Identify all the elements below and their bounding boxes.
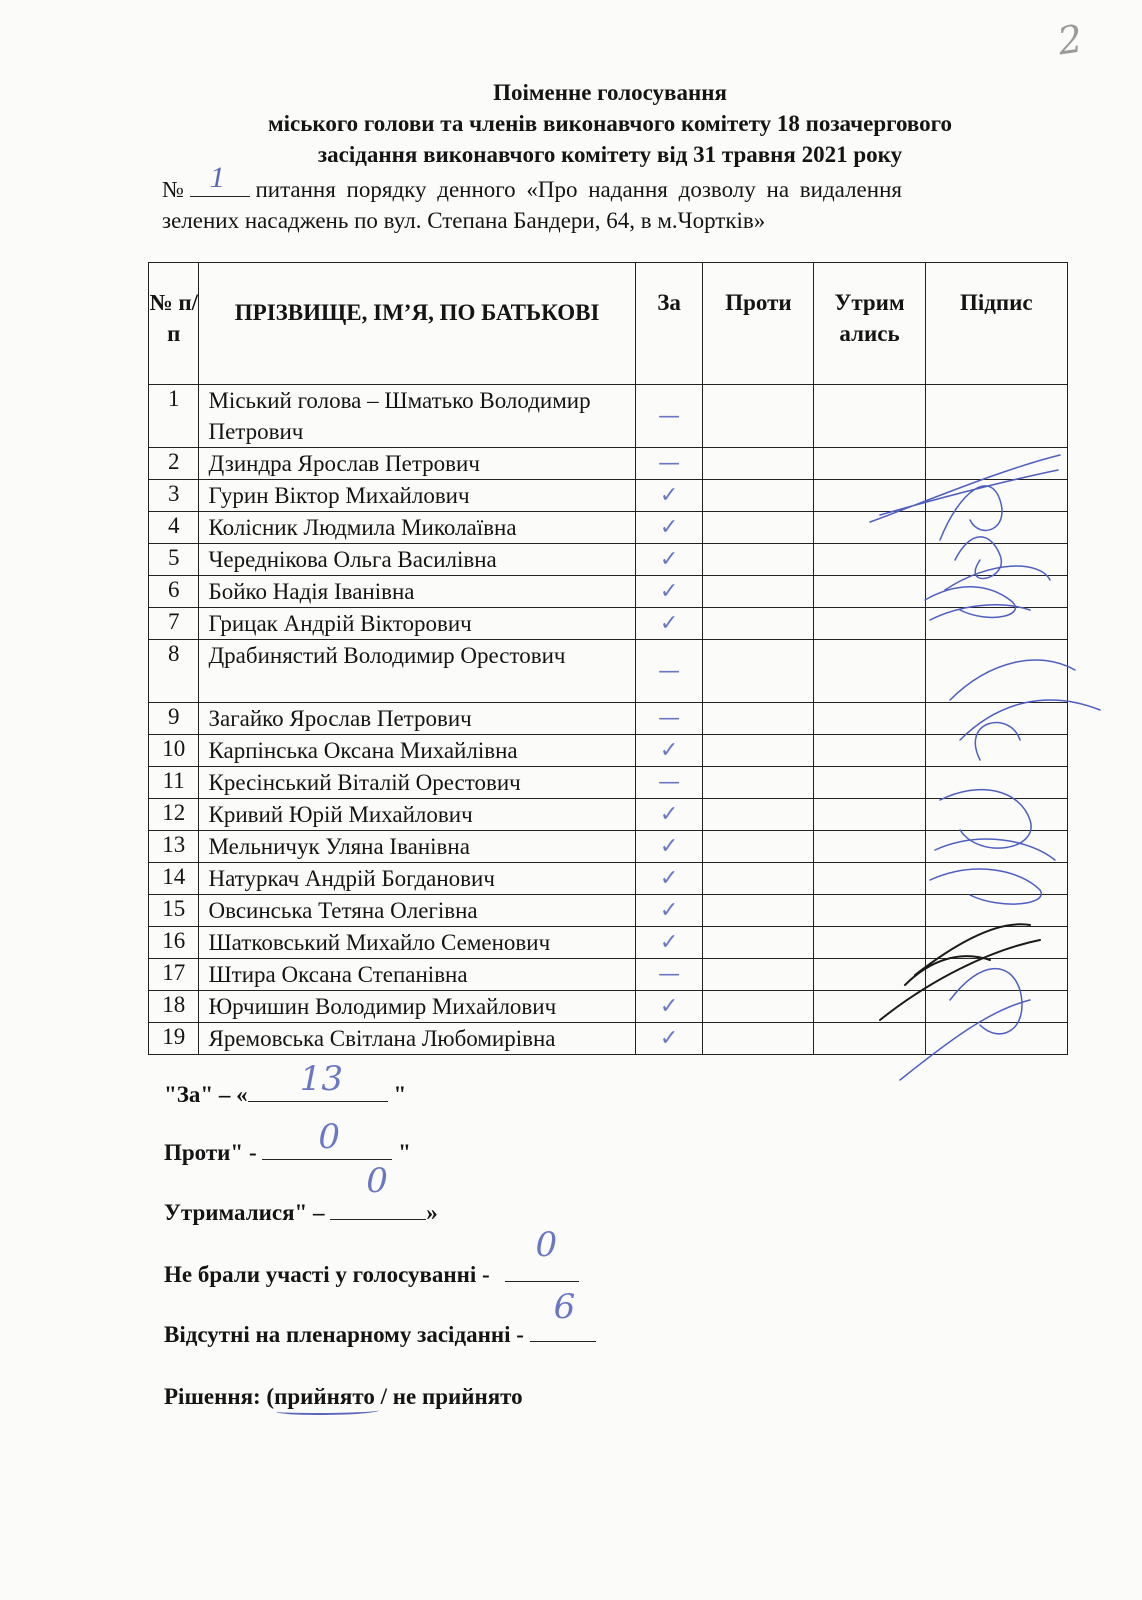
row-utrymalys xyxy=(814,831,925,863)
row-vote-mark: — xyxy=(635,767,703,799)
row-proty xyxy=(703,991,814,1023)
summary-utrymalys-value: 0 xyxy=(366,1161,388,1201)
table-row xyxy=(149,895,1068,927)
row-name: Яремовська Світлана Любомирівна xyxy=(199,1023,635,1055)
row-proty xyxy=(703,480,814,512)
agenda-number-blank xyxy=(190,161,250,197)
row-proty xyxy=(703,576,814,608)
row-signature xyxy=(925,767,1067,799)
header-name: ПРІЗВИЩЕ, ІМ’Я, ПО БАТЬКОВІ xyxy=(199,263,635,385)
row-name: Кривий Юрій Михайлович xyxy=(199,799,635,831)
vote-table-header xyxy=(149,263,1068,385)
summary-vidsutni-label: Відсутні на пленарному засіданні - xyxy=(164,1322,524,1347)
row-number: 4 xyxy=(149,512,199,544)
header-za: За xyxy=(635,263,703,385)
table-row xyxy=(149,576,1068,608)
vote-table xyxy=(148,262,1068,1055)
summary-utrymalys-end: » xyxy=(426,1200,438,1225)
row-proty xyxy=(703,863,814,895)
summary-utrymalys xyxy=(164,1161,438,1226)
row-signature xyxy=(925,576,1067,608)
table-row xyxy=(149,608,1068,640)
summary-utrymalys-label: Утрималися" – xyxy=(164,1200,325,1225)
document-subtitle: міського голови та членів виконавчого комітету 18 позачергового xyxy=(267,111,953,136)
table-row xyxy=(149,831,1068,863)
row-vote-mark: ✓ xyxy=(635,544,703,576)
row-vote-mark: — xyxy=(635,385,703,448)
row-number: 13 xyxy=(149,831,199,863)
row-signature xyxy=(925,512,1067,544)
row-vote-mark: ✓ xyxy=(635,799,703,831)
row-name: Колісник Людмила Миколаївна xyxy=(199,512,635,544)
row-name: Мельничук Уляна Іванівна xyxy=(199,831,635,863)
row-name: Овсинська Тетяна Олегівна xyxy=(199,895,635,927)
table-row xyxy=(149,863,1068,895)
row-signature xyxy=(925,895,1067,927)
summary-rishennia-rest: / не прийнято xyxy=(374,1384,523,1409)
row-vote-mark: ✓ xyxy=(635,735,703,767)
table-row xyxy=(149,480,1068,512)
table-row xyxy=(149,385,1068,448)
row-signature xyxy=(925,480,1067,512)
header-utrymalys: Утрим ались xyxy=(814,263,925,385)
row-proty xyxy=(703,799,814,831)
row-name: Грицак Андрій Вікторович xyxy=(199,608,635,640)
header-proty: Проти xyxy=(703,263,814,385)
row-vote-mark: ✓ xyxy=(635,863,703,895)
agenda-number-handwritten: 1 xyxy=(209,161,225,194)
row-signature xyxy=(925,799,1067,831)
row-utrymalys xyxy=(814,767,925,799)
row-vote-mark: ✓ xyxy=(635,991,703,1023)
row-utrymalys xyxy=(814,799,925,831)
row-vote-mark: — xyxy=(635,703,703,735)
summary-rishennia xyxy=(164,1384,523,1410)
table-row xyxy=(149,799,1068,831)
row-signature xyxy=(925,1023,1067,1055)
table-row xyxy=(149,959,1068,991)
table-row xyxy=(149,512,1068,544)
row-proty xyxy=(703,927,814,959)
row-proty xyxy=(703,640,814,703)
row-proty xyxy=(703,544,814,576)
summary-za xyxy=(164,1059,407,1108)
table-row xyxy=(149,640,1068,703)
page-number: 2 xyxy=(1055,16,1086,64)
row-signature xyxy=(925,959,1067,991)
summary-utrymalys-blank xyxy=(330,1161,426,1220)
row-name: Гурин Віктор Михайлович xyxy=(199,480,635,512)
agenda-item xyxy=(162,161,1062,236)
row-number: 6 xyxy=(149,576,199,608)
summary-proty-blank xyxy=(262,1117,392,1160)
row-proty xyxy=(703,831,814,863)
row-name: Череднікова Ольга Василівна xyxy=(199,544,635,576)
table-row xyxy=(149,544,1068,576)
row-utrymalys xyxy=(814,735,925,767)
row-utrymalys xyxy=(814,576,925,608)
row-name: Міський голова – Шматько Володимир Петрович xyxy=(199,385,635,448)
row-proty xyxy=(703,512,814,544)
row-name: Бойко Надія Іванівна xyxy=(199,576,635,608)
row-number: 18 xyxy=(149,991,199,1023)
row-utrymalys xyxy=(814,512,925,544)
row-vote-mark: ✓ xyxy=(635,831,703,863)
table-row xyxy=(149,735,1068,767)
row-number: 3 xyxy=(149,480,199,512)
row-utrymalys xyxy=(814,480,925,512)
row-signature xyxy=(925,863,1067,895)
row-utrymalys xyxy=(814,863,925,895)
table-row xyxy=(149,991,1068,1023)
row-vote-mark: — xyxy=(635,959,703,991)
summary-vidsutni-blank xyxy=(530,1287,596,1342)
row-name: Кресінський Віталій Орестович xyxy=(199,767,635,799)
row-proty xyxy=(703,448,814,480)
row-utrymalys xyxy=(814,640,925,703)
row-number: 11 xyxy=(149,767,199,799)
table-row xyxy=(149,1023,1068,1055)
row-proty xyxy=(703,959,814,991)
header-pidpys: Підпис xyxy=(925,263,1067,385)
row-vote-mark: ✓ xyxy=(635,512,703,544)
row-name: Драбинястий Володимир Орестович xyxy=(199,640,635,703)
row-number: 15 xyxy=(149,895,199,927)
row-name: Карпінська Оксана Михайлівна xyxy=(199,735,635,767)
row-proty xyxy=(703,608,814,640)
row-proty xyxy=(703,767,814,799)
table-row xyxy=(149,448,1068,480)
row-number: 19 xyxy=(149,1023,199,1055)
summary-proty-end: " xyxy=(398,1140,411,1165)
row-utrymalys xyxy=(814,703,925,735)
table-row xyxy=(149,927,1068,959)
meeting-date-line: засідання виконавчого комітету від 31 травня 2021 року xyxy=(317,142,903,167)
row-signature xyxy=(925,991,1067,1023)
row-number: 16 xyxy=(149,927,199,959)
row-number: 12 xyxy=(149,799,199,831)
row-signature xyxy=(925,927,1067,959)
summary-ne-braly xyxy=(164,1225,579,1288)
summary-za-blank xyxy=(248,1059,388,1102)
row-utrymalys xyxy=(814,991,925,1023)
row-utrymalys xyxy=(814,544,925,576)
row-signature xyxy=(925,544,1067,576)
row-vote-mark: ✓ xyxy=(635,480,703,512)
summary-za-label: "За" – « xyxy=(164,1082,248,1107)
table-row xyxy=(149,703,1068,735)
row-proty xyxy=(703,385,814,448)
summary-vidsutni xyxy=(164,1287,596,1348)
table-row xyxy=(149,767,1068,799)
document-title: Поіменне голосування xyxy=(493,80,727,105)
row-vote-mark: ✓ xyxy=(635,576,703,608)
row-vote-mark: ✓ xyxy=(635,927,703,959)
row-vote-mark: ✓ xyxy=(635,608,703,640)
row-number: 5 xyxy=(149,544,199,576)
agenda-text-part1: питання порядку денного «Про надання дозволу на видалення xyxy=(255,177,902,202)
row-number: 10 xyxy=(149,735,199,767)
agenda-text-part2: зелених насаджень по вул. Степана Бандери, 64, в м.Чортків» xyxy=(162,208,766,233)
agenda-number-prefix: № xyxy=(162,177,184,202)
row-number: 14 xyxy=(149,863,199,895)
row-utrymalys xyxy=(814,895,925,927)
row-number: 9 xyxy=(149,703,199,735)
summary-proty-value: 0 xyxy=(318,1117,340,1157)
row-number: 1 xyxy=(149,385,199,448)
summary-za-end: " xyxy=(393,1082,407,1107)
vote-table-body xyxy=(149,385,1068,1055)
row-utrymalys xyxy=(814,1023,925,1055)
row-signature xyxy=(925,385,1067,448)
row-utrymalys xyxy=(814,448,925,480)
row-vote-mark: ✓ xyxy=(635,1023,703,1055)
summary-proty-label: Проти" - xyxy=(164,1140,257,1165)
summary-ne-braly-blank xyxy=(505,1225,579,1282)
summary-rishennia-label: Рішення: ( xyxy=(164,1384,275,1409)
row-number: 17 xyxy=(149,959,199,991)
row-signature xyxy=(925,640,1067,703)
summary-ne-braly-label: Не брали участі у голосуванні - xyxy=(164,1262,490,1287)
row-signature xyxy=(925,735,1067,767)
header-num: № п/п xyxy=(149,263,199,385)
row-number: 7 xyxy=(149,608,199,640)
row-name: Натуркач Андрій Богданович xyxy=(199,863,635,895)
row-signature xyxy=(925,831,1067,863)
row-name: Штира Оксана Степанівна xyxy=(199,959,635,991)
row-proty xyxy=(703,703,814,735)
row-utrymalys xyxy=(814,927,925,959)
row-number: 2 xyxy=(149,448,199,480)
row-vote-mark: — xyxy=(635,448,703,480)
row-vote-mark: ✓ xyxy=(635,895,703,927)
row-signature xyxy=(925,703,1067,735)
row-utrymalys xyxy=(814,385,925,448)
summary-vidsutni-value: 6 xyxy=(553,1287,576,1327)
row-utrymalys xyxy=(814,608,925,640)
row-proty xyxy=(703,895,814,927)
row-name: Дзиндра Ярослав Петрович xyxy=(199,448,635,480)
row-proty xyxy=(703,1023,814,1055)
row-vote-mark: — xyxy=(635,640,703,703)
row-name: Юрчишин Володимир Михайлович xyxy=(199,991,635,1023)
summary-rishennia-chosen: прийнято xyxy=(274,1384,375,1409)
row-signature xyxy=(925,448,1067,480)
row-utrymalys xyxy=(814,959,925,991)
row-proty xyxy=(703,735,814,767)
row-number: 8 xyxy=(149,640,199,703)
row-name: Шатковський Михайло Семенович xyxy=(199,927,635,959)
summary-ne-braly-value: 0 xyxy=(535,1225,558,1265)
row-name: Загайко Ярослав Петрович xyxy=(199,703,635,735)
summary-za-value: 13 xyxy=(299,1059,343,1099)
row-signature xyxy=(925,608,1067,640)
